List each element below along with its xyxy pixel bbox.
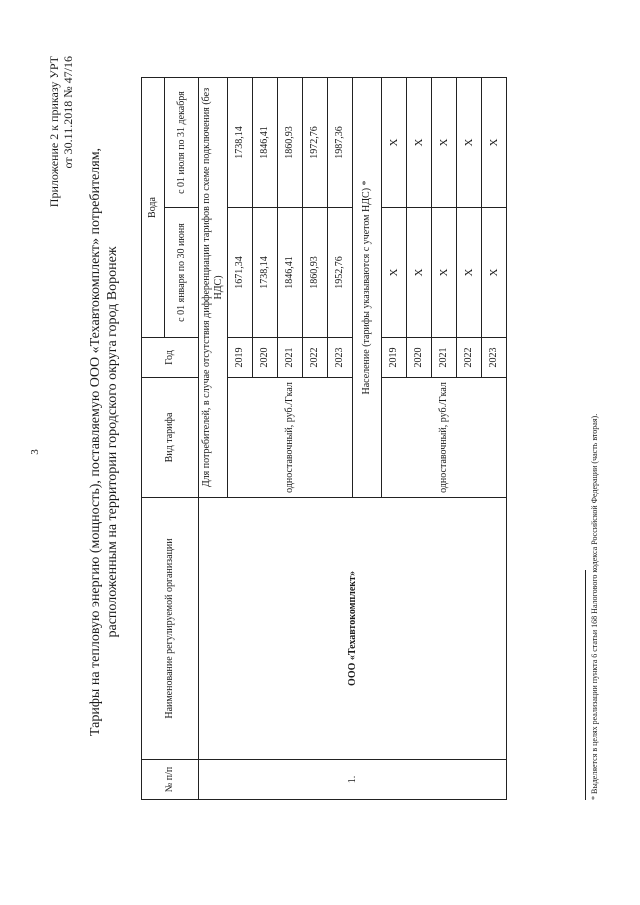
footnote-divider <box>585 570 586 800</box>
value-cell: Х <box>407 77 432 207</box>
value-cell: Х <box>482 208 507 338</box>
section-1-row <box>199 77 228 799</box>
appendix-reference <box>47 56 75 207</box>
header-period-2: с 01 июля по 31 декабря <box>165 77 199 207</box>
header-year: Год <box>142 338 199 378</box>
year-cell: 2020 <box>253 338 278 378</box>
section-1-tariff: одноставочный, руб./Гкал <box>228 378 353 498</box>
year-cell: 2021 <box>432 338 457 378</box>
value-cell: Х <box>382 77 407 207</box>
year-cell: 2021 <box>278 338 303 378</box>
header-water: Вода <box>142 77 165 337</box>
year-cell: 2019 <box>228 338 253 378</box>
year-cell: 2023 <box>328 338 353 378</box>
value-cell: Х <box>457 77 482 207</box>
value-cell: 1972,76 <box>303 77 328 207</box>
rotated-page-content <box>37 36 627 848</box>
value-cell: Х <box>432 77 457 207</box>
title-line-1: Тарифы на тепловую энергию (мощность), поставляемую ООО «Техавтокомплект» потребителям, <box>88 147 103 737</box>
header-org: Наименование регулируемой организации <box>142 498 199 760</box>
value-cell: Х <box>382 208 407 338</box>
value-cell: 1846,41 <box>278 208 303 338</box>
header-row <box>142 77 165 799</box>
title-line-2: расположенным на территории городского округа город Воронеж <box>105 246 120 638</box>
value-cell: 1846,41 <box>253 77 278 207</box>
tariff-table <box>141 77 507 800</box>
value-cell: Х <box>407 208 432 338</box>
section-2-tariff: одноставочный, руб./Гкал <box>382 378 507 498</box>
year-cell: 2019 <box>382 338 407 378</box>
document-title <box>87 36 121 848</box>
year-cell: 2022 <box>303 338 328 378</box>
value-cell: 1860,93 <box>278 77 303 207</box>
header-num: № п/п <box>142 760 199 800</box>
value-cell: Х <box>432 208 457 338</box>
value-cell: 1738,14 <box>228 77 253 207</box>
year-cell: 2020 <box>407 338 432 378</box>
appendix-line-1: Приложение 2 к приказу УРТ <box>47 56 61 208</box>
footnote: * Выделяется в целях реализации пункта 6 статьи 168 Налогового кодекса Российской Федерации (часть вторая). <box>590 413 599 800</box>
org-number: 1. <box>199 760 507 800</box>
appendix-line-2: от 30.11.2018 № 47/16 <box>61 56 75 169</box>
year-cell: 2023 <box>482 338 507 378</box>
value-cell: 1671,34 <box>228 208 253 338</box>
header-tariff-type: Вид тарифа <box>142 378 199 498</box>
section-2-title: Население (тарифы указываются с учетом НДС) * <box>353 77 382 497</box>
value-cell: 1952,76 <box>328 208 353 338</box>
value-cell: 1738,14 <box>253 208 278 338</box>
value-cell: 1987,36 <box>328 77 353 207</box>
value-cell: Х <box>482 77 507 207</box>
org-name: ООО «Техавтокомплект» <box>199 498 507 760</box>
value-cell: Х <box>457 208 482 338</box>
header-period-1: с 01 января по 30 июня <box>165 208 199 338</box>
section-1-title: Для потребителей, в случае отсутствия дифференциации тарифов по схеме подключения (без НДС) <box>199 77 228 497</box>
value-cell: 1860,93 <box>303 208 328 338</box>
year-cell: 2022 <box>457 338 482 378</box>
